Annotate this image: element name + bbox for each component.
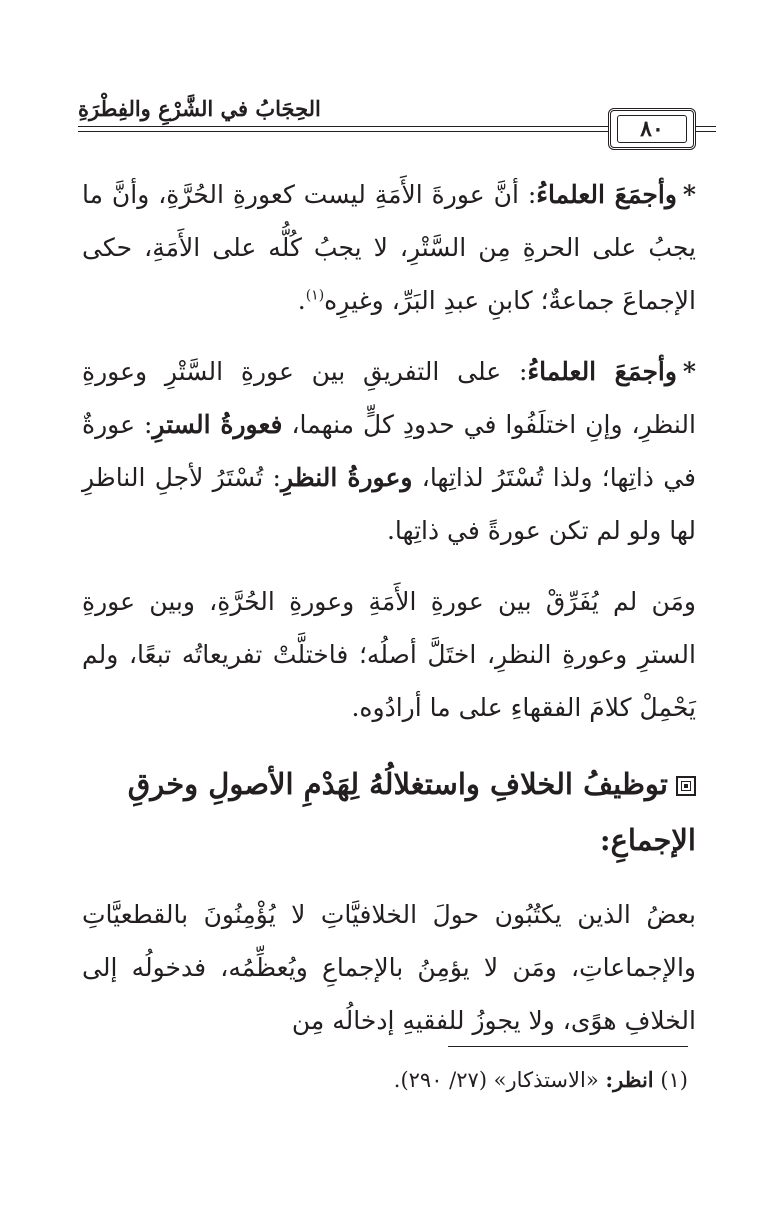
paragraph-lead: وأجمَعَ العلماءُ <box>527 357 677 386</box>
footnote-text: «الاستذكار» (٢٧/ ٢٩٠). <box>393 1068 599 1092</box>
paragraph-2 <box>82 345 696 557</box>
footnote-rule <box>448 1046 688 1047</box>
paragraph-text: : تُسْتَرُ لأجلِ الناظرِ لها ولو لم تكن عورةً في ذاتِها. <box>82 463 696 545</box>
bullet-star: * <box>682 180 696 209</box>
header-tick-top <box>696 126 716 127</box>
header-rule-top <box>78 126 608 127</box>
paragraph-lead: وأجمَعَ العلماءُ <box>536 180 677 209</box>
running-title: الحِجَابُ في الشَّرْعِ والفِطْرَةِ <box>78 96 321 121</box>
footnote <box>300 1063 688 1097</box>
paragraph-end: . <box>297 286 306 315</box>
page-header <box>78 96 696 156</box>
footnote-label: انظر: <box>605 1067 654 1092</box>
page-number: ٨٠ <box>617 115 687 143</box>
footnote-ref[interactable]: (١) <box>305 287 325 304</box>
header-rule-bottom <box>78 131 608 132</box>
paragraph-text: : على التفريقِ بين عورةِ السَّتْرِ وعورةِ النظرِ، وإنِ اختلَفُوا في حدودِ كلٍّ منهما، <box>82 357 696 439</box>
page-number-frame <box>608 108 696 150</box>
bold-term: فعورةُ السترِ <box>152 410 283 439</box>
section-heading <box>82 756 696 868</box>
bullet-star: * <box>682 357 696 386</box>
ornament-icon <box>676 776 696 796</box>
footnote-number: (١) <box>660 1068 688 1092</box>
paragraph-text: : عورةٌ في ذاتِها؛ ولذا تُسْتَرُ لذاتِها، <box>82 410 696 492</box>
paragraph-text: : أنَّ عورةَ الأَمَةِ ليست كعورةِ الحُرَّةِ، وأنَّ ما يجبُ على الحرةِ مِن السَّتْرِ، لا يجبُ كُلُّه على الأَمَةِ، حكى الإجماعَ جماعةٌ؛ كابنِ عبدِ البَرِّ، وغيرِه <box>82 180 696 315</box>
paragraph-3: ومَن لم يُفَرِّقْ بين عورةِ الأَمَةِ وعورةِ الحُرَّةِ، وبين عورةِ السترِ وعورةِ النظرِ، اختَلَّ أصلُه؛ فاختلَّتْ تفريعاتُه تبعًا، ولم يَحْمِلْ كلامَ الفقهاءِ على ما أرادُوه. <box>82 587 696 722</box>
paragraph-1 <box>82 168 696 327</box>
header-tick-bottom <box>696 131 716 132</box>
paragraph-4: بعضُ الذين يكتُبُون حولَ الخلافيَّاتِ لا يُؤْمِنُونَ بالقطعيَّاتِ والإجماعاتِ، ومَن لا يؤمِنُ بالإجماعِ ويُعظِّمُه، فدخولُه إلى الخلافِ هوًى، ولا يجوزُ للفقيهِ إدخالُه مِن <box>82 900 696 1035</box>
bold-term: وعورةُ النظرِ <box>280 463 413 492</box>
main-text <box>82 168 696 1047</box>
section-heading-text: توظيفُ الخلافِ واستغلالُهُ لِهَدْمِ الأصولِ وخرقِ الإجماعِ: <box>127 767 696 857</box>
